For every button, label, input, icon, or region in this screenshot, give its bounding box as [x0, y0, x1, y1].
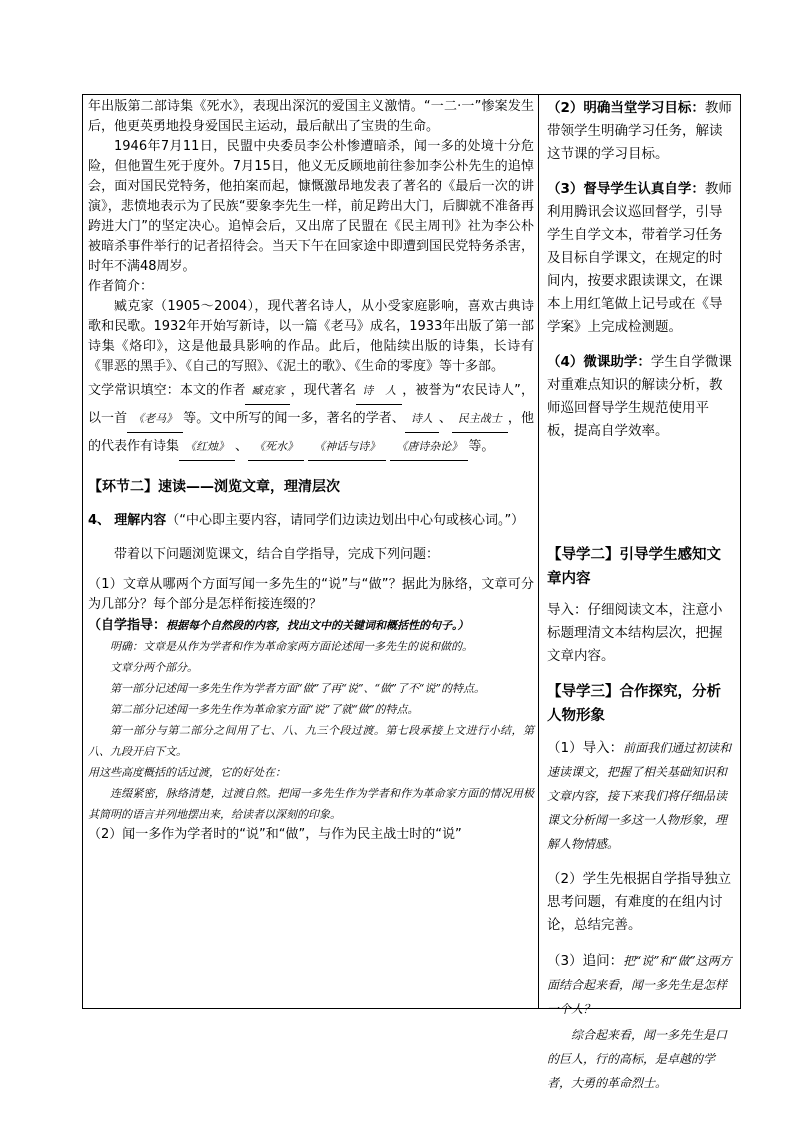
lesson-plan-table — [82, 94, 741, 1090]
guide-3-follow-up — [547, 949, 735, 1021]
author-intro-paragraph: 臧克家（1905～2004），现代著名诗人，从小受家庭影响，喜欢古典诗歌和民歌。1932年开始写新诗，以一篇《老马》成名，1933年出版了第一部诗集《烙印》，这是他最具影响的作品。此后，他陆续出版的诗集，长诗有《罪恶的黑手》、《自己的写照》、《泥土的歌》、《生命的零度》等十多部。 — [88, 299, 534, 374]
fill-text: ，现代著名 — [290, 383, 357, 398]
handwritten-answer-4: 第二部分记述闻一多先生作为革命家方面“说”了就“做”的特点。 — [110, 703, 419, 716]
fill-answer: 民主战士 — [452, 405, 508, 433]
biography-paragraph-2: 1946年7月11日，民盟中央委员李公朴惨遭暗杀，闻一多的处境十分危险，但他置生死于度外。7月15日，他义无反顾地前往参加李公朴先生的追悼会，面对国民党特务，他拍案而起，慷慨激昂地发表了著名的《最后一次的讲演》，悲愤地表示为了民族“要象李先生一样，前足跨出大门，后脚就不准备再跨进大门”的坚定决心。追悼会后，又出席了民盟在《民主周刊》社为李公朴被暗杀事件举行的记者招待会。当天下午在回家途中即遭到国民党特务杀害，时年不满48周岁。 — [88, 139, 534, 274]
question-1: （1）文章从哪两个方面写闻一多先生的“说”与“做”？据此为脉络，文章可分为几部分？每个部分是怎样衔接连缀的？ — [88, 577, 534, 612]
step-2-head: （2）明确当堂学习目标： — [547, 100, 705, 116]
fill-in-blanks — [88, 377, 534, 461]
step-2-body: 教师带领学生明确学习任务，解读这节课的学习目标。 — [547, 100, 732, 162]
spacer — [547, 455, 735, 543]
handwritten-answer-1: 明确：文章是从作为学者和作为革命家两方面论述闻一多先生的说和做的。 — [110, 640, 473, 653]
fill-answer: 诗人 — [405, 405, 439, 433]
fill-answer: 诗 — [356, 377, 379, 405]
guide-2-body: 导入：仔细阅读文本，注意小标题理清文本结构层次，把握文章内容。 — [547, 602, 723, 664]
step-3-body: 教师利用腾讯会议巡回督学，引导学生自学文本，带着学习任务及目标自学课文，在规定的时间内，按要求跟读课文，在课本上用红笔做上记号或在《导学案》上完成检测题。 — [547, 181, 732, 335]
step-4-micro-lesson — [547, 351, 735, 443]
fill-text: 文学常识填空：本文的作者 — [88, 383, 246, 398]
guide-3-title: 【导学三】合作探究，分析人物形象 — [547, 684, 721, 724]
guide-2-title: 【导学二】引导学生感知文章内容 — [547, 547, 721, 587]
biography-paragraph-1: 年出版第二部诗集《死水》，表现出深沉的爱国主义激情。“一二·一”惨案发生后，他更英勇地投身爱国民主运动，最后献出了宝贵的生命。 — [88, 99, 534, 134]
handwritten-answer-6: 用这些高度概括的话过渡，它的好处在： — [88, 766, 286, 779]
fill-text: 、 — [235, 439, 249, 454]
fill-text: 、 — [438, 411, 452, 426]
step-2-goals — [547, 97, 735, 166]
fill-answer: 臧克家 — [245, 377, 290, 405]
fill-answer: 人 — [379, 377, 402, 405]
step-4-body: 学生自学微课对重难点知识的解读分析，教师巡回督导学生规范使用平板，提高自学效率。 — [547, 354, 732, 439]
fill-answer: 《神话与诗》 — [308, 433, 386, 461]
author-intro-label: 作者简介： — [88, 279, 154, 294]
guide-3-intro-hand: 前面我们通过初读和速读课文，把握了相关基础知识和文章内容，接下来我们将仔细品读课文分析闻一多这一人物形象，理解人物情感。 — [547, 741, 732, 851]
step-4-head: （4）微课助学： — [547, 354, 651, 370]
guide-label: （自学指导： — [88, 618, 167, 633]
step-3-head: （3）督导学生认真自学： — [547, 181, 705, 197]
guide-3-answer: 综合起来看，闻一多先生是口的巨人，行的高标，是卓越的学者，大勇的革命烈士。 — [547, 1028, 728, 1090]
handwritten-answer-2: 文章分两个部分。 — [110, 661, 198, 674]
guide-text: 根据每个自然段的内容，找出文中的关键词和概括性的句子。） — [166, 619, 469, 632]
guide-3-follow-up-hand: 把“说”和“做”这两方面结合起来看，闻一多先生是怎样一个人？ — [547, 954, 732, 1016]
fill-answer: 《唐诗杂论》 — [390, 433, 468, 461]
item-4-body: （“中心即主要内容，请同学们边读边划出中心句或核心词。”） — [166, 513, 525, 528]
instruction-text: 带着以下问题浏览课文，结合自学指导，完成下列问题： — [114, 547, 440, 562]
fill-text: ，被誉为“农民诗人”，以一首 — [88, 383, 534, 426]
fill-text: 等。文中所写的闻一多，著名的学者、 — [183, 411, 405, 426]
fill-answer: 《死水》 — [248, 433, 304, 461]
guide-3-intro — [547, 736, 735, 856]
question-2: （2）闻一多作为学者时的“说”和“做”，与作为民主战士时的“说” — [88, 827, 462, 842]
self-study-guide — [88, 615, 534, 636]
fill-text: ，他的代表作有诗集 — [88, 411, 534, 454]
fill-answer: 《红烛》 — [179, 433, 235, 461]
fill-text: 等。 — [468, 439, 495, 454]
guide-3-step-2: （2）学生先根据自学指导独立思考问题，有难度的在组内讨论，总结完善。 — [547, 871, 732, 933]
handwritten-answer-3: 第一部分记述闻一多先生作为学者方面“做”了再“说”、“做”了不“说”的特点。 — [110, 682, 485, 695]
item-4-number: 4、 — [88, 513, 111, 528]
item-4-head: 理解内容 — [114, 513, 167, 528]
guide-3-follow-up-label: （3）追问： — [547, 953, 624, 969]
handwritten-answer-7: 连缀紧密，脉络清楚，过渡自然。把闻一多先生作为学者和作为革命家方面的情况用极其简明的语言并列地摆出来，给读者以深刻的印象。 — [88, 787, 534, 821]
step-3-self-study — [547, 178, 735, 339]
left-column-content — [83, 95, 538, 1008]
handwritten-answer-5: 第一部分与第二部分之间用了七、八、九三个段过渡。第七段承接上文进行小结，第八、九段开启下文。 — [88, 724, 534, 758]
section-2-title: 【环节二】速读——浏览文章，理清层次 — [88, 479, 340, 495]
right-column-content — [539, 95, 741, 1090]
guide-3-intro-label: （1）导入： — [547, 740, 624, 756]
item-4 — [88, 511, 534, 531]
fill-answer: 《老马》 — [127, 405, 183, 433]
